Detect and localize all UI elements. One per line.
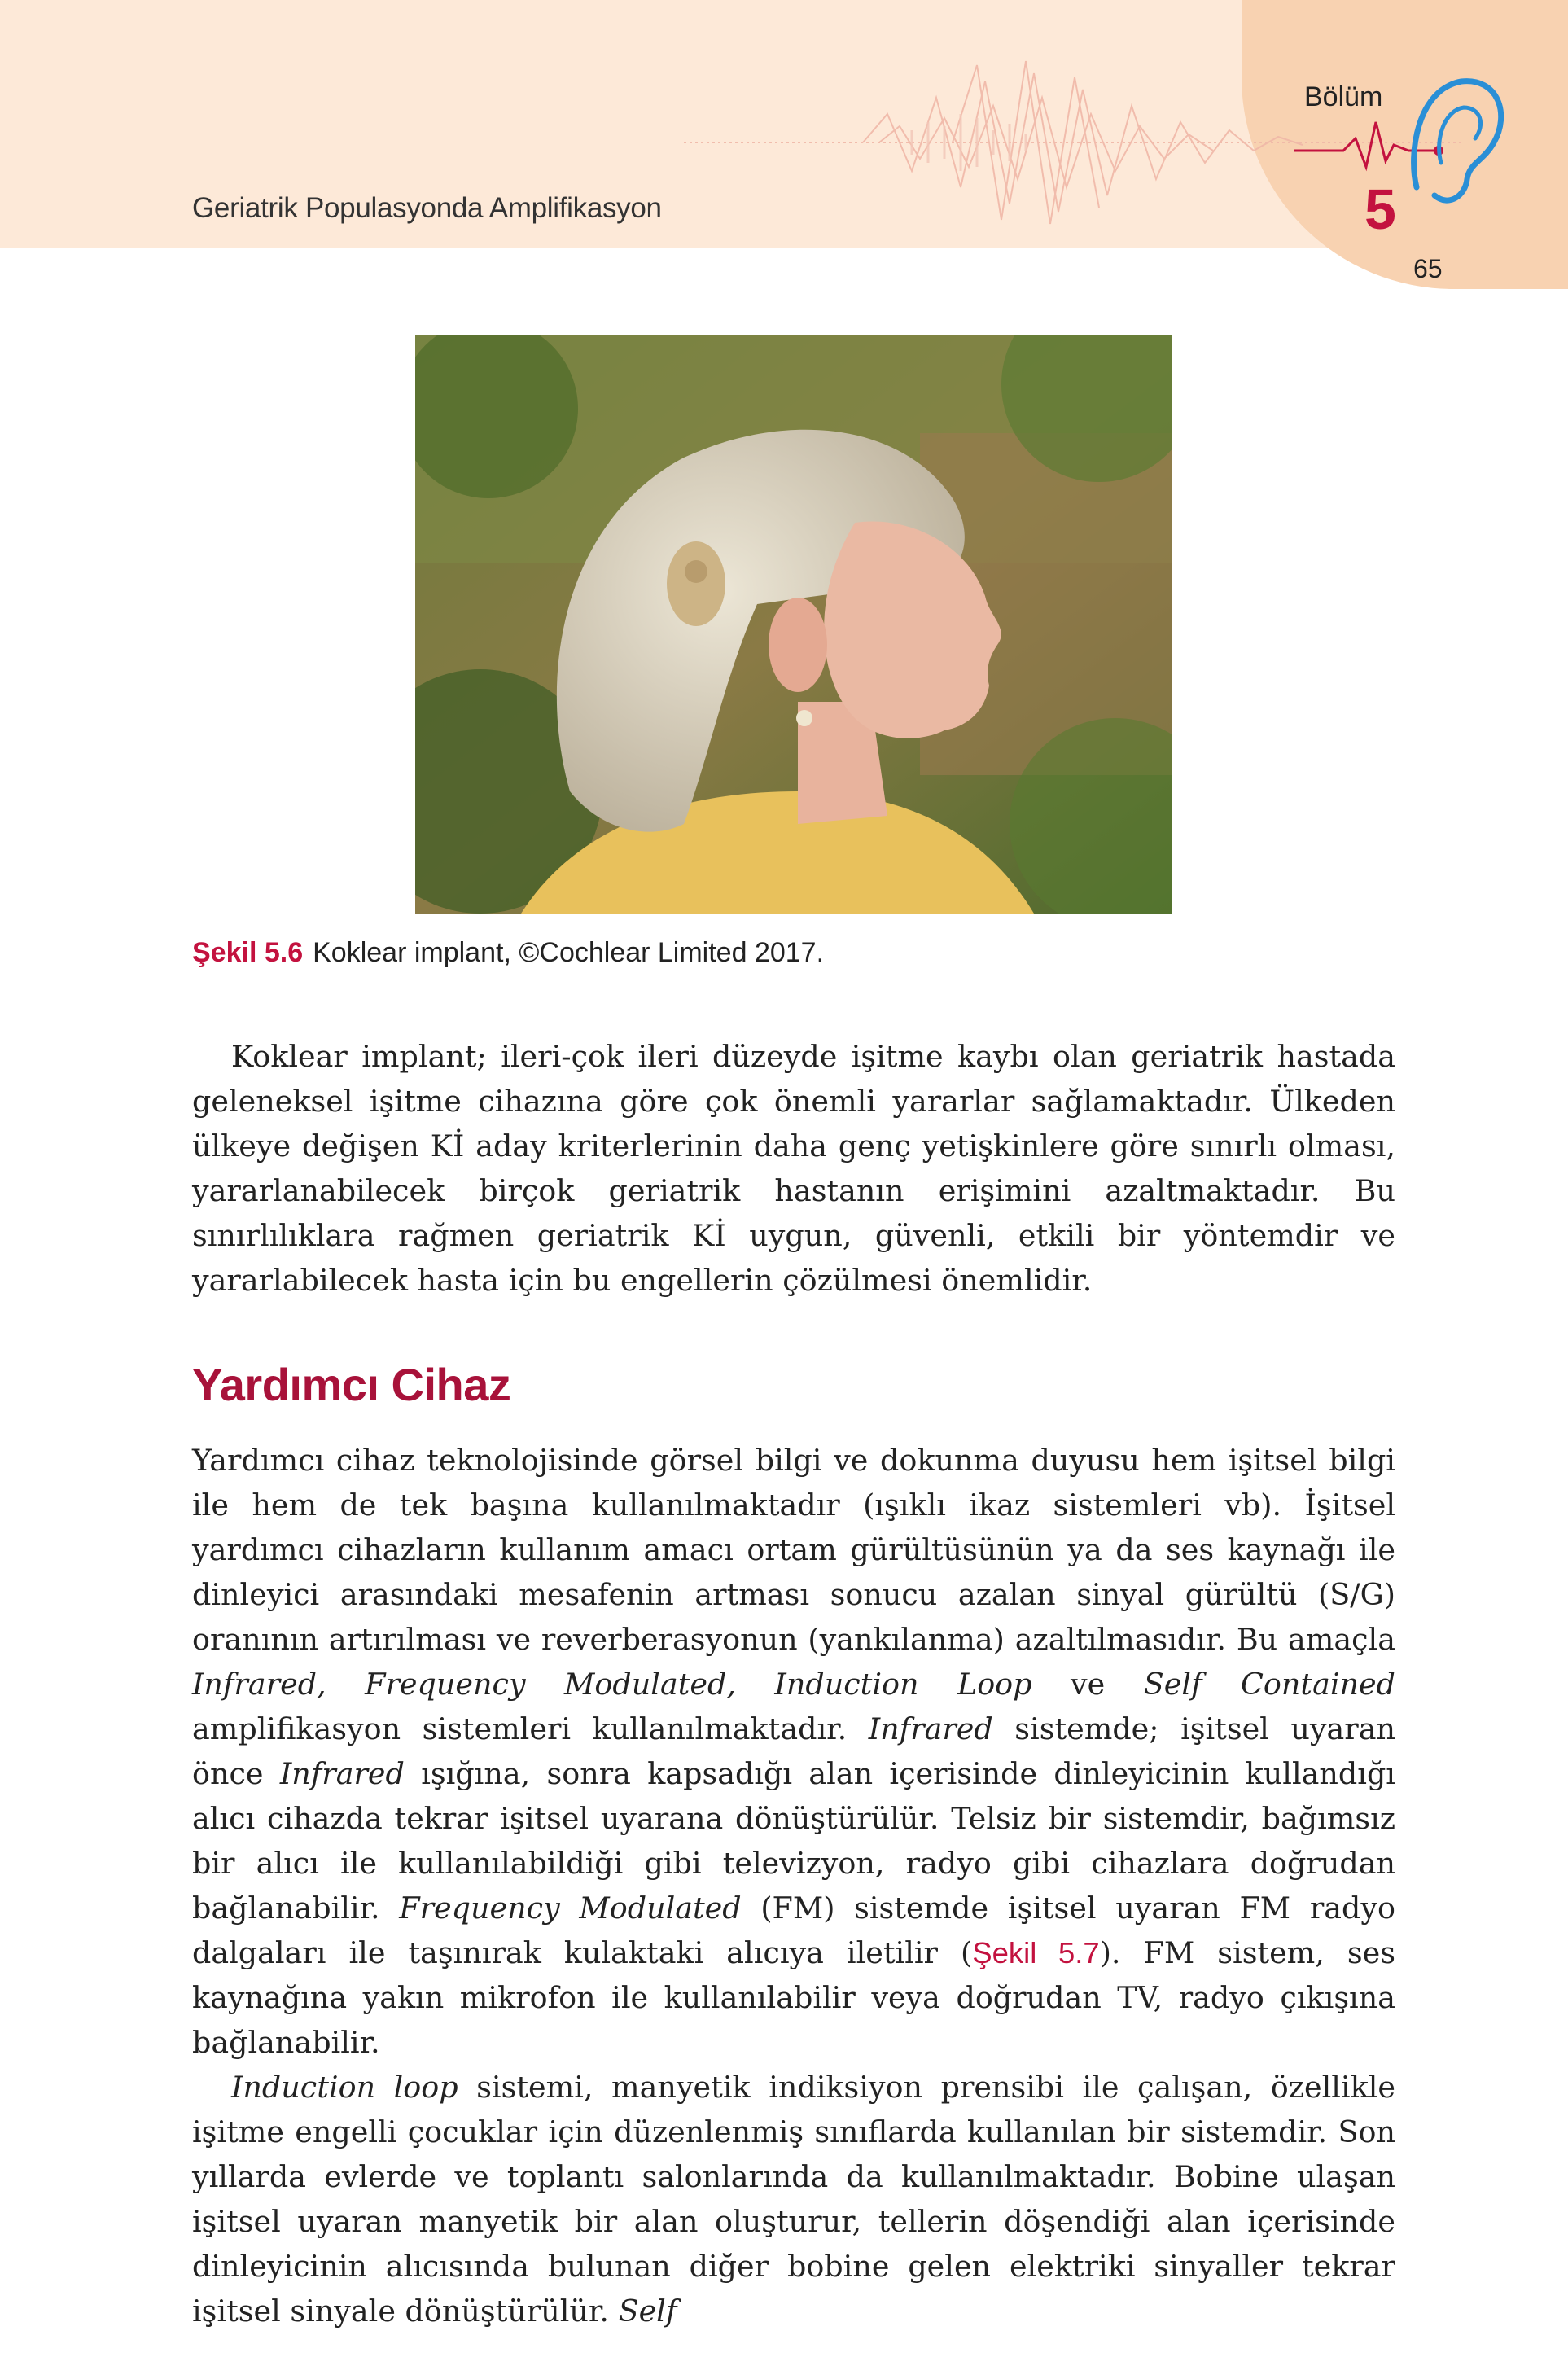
- figure-label: Şekil 5.6: [192, 937, 304, 968]
- text-run: Yardımcı cihaz teknolojisinde görsel bilgi ve dokunma duyusu hem işitsel bilgi ile hem de tek başına kullanılmaktadır (ışıklı ikaz sistemleri vb). İşitsel yardımcı cihazların kullanım amacı ortam gürültüsünün ya da ses kaynağı ile dinleyici arasındaki mesafenin artması sonucu azalan sinyal gürültü (S/G) oranının artırılması ve reverberasyonun (yankılanma) azaltılmasıdır. Bu amaçla: [192, 1443, 1395, 1657]
- text-run: amplifikasyon sistemleri kullanılmaktadır.: [192, 1711, 869, 1746]
- photo-illustration: [415, 335, 1172, 914]
- text-run: ). FM sistem, ses kaynağına yakın mikrofon ile kullanılabilir veya doğrudan TV, radyo çıkışına bağlanabilir.: [192, 1935, 1395, 2060]
- figure-caption-text: Koklear implant, ©Cochlear Limited 2017.: [313, 937, 825, 968]
- ear-icon: [1294, 65, 1506, 212]
- paragraph-text: [192, 1438, 1395, 2065]
- italic-term: Frequency Modulated: [399, 1891, 742, 1926]
- figure-caption: [192, 937, 824, 969]
- italic-term: Self: [618, 2294, 677, 2329]
- text-run: ışığına, sonra kapsadığı alan içerisinde dinleyicinin kullandığı alıcı cihazda tekrar işitsel uyarana dönüştürülür. Telsiz bir sistemdir, bağımsız bir alıcı ile kullanılabildiği gibi televizyon, radyo gibi cihazlara doğrudan bağlanabilir.: [192, 1756, 1395, 1926]
- italic-term: Self Contained: [1143, 1667, 1395, 1702]
- italic-term: Infrared: [279, 1756, 405, 1791]
- text-run: sistemi, manyetik indiksiyon prensibi ile çalışan, özellikle işitme engelli çocuklar için düzenlenmiş sınıflarda kullanılan bir sistemdir. Son yıllarda evlerde ve toplantı salonlarında da kullanılmaktadır. Bobine ulaşan işitsel uyaran manyetik bir alan oluşturur, tellerin döşendiği alan içerisinde dinleyicinin alıcısında bulunan diğer bobine gelen elektriki sinyaller tekrar işitsel sinyale dönüştürülür.: [192, 2070, 1395, 2329]
- chapter-word: Bölüm: [1304, 81, 1383, 112]
- running-title: Geriatrik Populasyonda Amplifikasyon: [192, 192, 662, 224]
- paragraph-text: [192, 2065, 1395, 2333]
- cochlear-implant-photo: [415, 335, 1172, 914]
- page-number: 65: [1413, 254, 1443, 283]
- section-paragraph: [192, 1438, 1395, 2333]
- text-run: sistemde; işitsel uyaran önce: [192, 1711, 1395, 1791]
- italic-term: Induction loop: [231, 2070, 458, 2105]
- text-run: (FM) sistemde işitsel uyaran FM radyo dalgaları ile taşınırak kulaktaki alıcıya iletilir (: [192, 1891, 1395, 1970]
- chapter-number: 5: [1364, 177, 1396, 241]
- figure-reference-link[interactable]: Şekil 5.7: [972, 1936, 1100, 1969]
- paragraph-text: Koklear implant; ileri-çok ileri düzeyde işitme kaybı olan geriatrik hastada geleneksel işitme cihazına göre çok önemli yararlar sağlamaktadır. Ülkeden ülkeye değişen Kİ aday kriterlerinin daha genç yetişkinlere göre sınırlı olması, yararlanabilecek birçok geriatrik hastanın erişimini azaltmaktadır. Bu sınırlılıklara rağmen geriatrik Kİ uygun, güvenli, etkili bir yöntemdir ve yararlabilecek hasta için bu engellerin çözülmesi önemlidir.: [192, 1039, 1395, 1298]
- section-heading: Yardımcı Cihaz: [192, 1359, 511, 1410]
- text-run: ve: [1031, 1667, 1144, 1702]
- intro-paragraph: [192, 1034, 1395, 1303]
- italic-term: Infrared: [868, 1711, 993, 1746]
- italic-term: Infrared, Frequency Modulated, Induction Loop: [192, 1667, 1032, 1702]
